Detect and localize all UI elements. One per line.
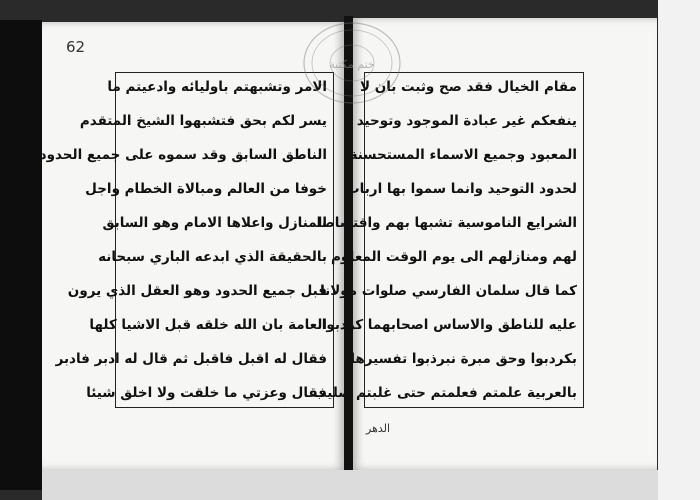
- right-text-frame: [312, 72, 584, 408]
- text-line: الناطق السابق وقد سموه على جميع الحدود: [39, 147, 327, 163]
- text-line: الشرايع الناموسية تشبها بهم واقتصاصا: [316, 215, 577, 231]
- seal-text: ختم مكتبة: [329, 58, 375, 71]
- text-line: ينفعكم غير عبادة الموجود وتوحيد: [356, 113, 577, 129]
- text-line: يسر لكم بحق فتشبهوا الشيخ المتقدم: [79, 113, 327, 129]
- text-line: المنازل واعلاها الامام وهو السابق: [102, 215, 327, 231]
- text-line: خوفا من العالم ومبالاة الخطام واجل: [85, 181, 327, 197]
- catchword: الدهر: [366, 422, 391, 435]
- text-line: العامة بان الله خلقه قبل الاشيا كلها: [89, 317, 327, 333]
- left-text-frame: [39, 72, 334, 408]
- right-text-block: [312, 79, 577, 401]
- text-line: الامر وتشبهتم باوليائه وادعيتم ما: [107, 79, 327, 95]
- text-line: فقال له اقبل فاقبل ثم قال له ادبر فادبر: [55, 351, 327, 367]
- text-line: قبل جميع الحدود وهو العقل الذي يرون: [67, 283, 327, 299]
- scan-bottom-margin: [42, 470, 658, 500]
- book-edge: [0, 20, 42, 490]
- text-line: المعبود وجميع الاسماء المستحسنة: [349, 147, 577, 163]
- text-line: لحدود التوحيد وانما سموا بها ارباب: [346, 181, 577, 197]
- scan-margin: [658, 0, 700, 500]
- library-seal: [298, 18, 406, 108]
- text-line: بالعربية علمتم فعلمتم حتى غلبتم صليب: [312, 385, 577, 401]
- text-line: كما قال سلمان الفارسي صلوات مولانا: [320, 283, 577, 299]
- text-line: فقال وعزتي ما خلقت ولا اخلق شيئا: [86, 385, 327, 401]
- text-line: لهم ومنازلهم الى يوم الوقت المعلوم: [330, 249, 577, 265]
- left-text-block: [39, 79, 327, 401]
- text-line: مقام الخيال فقد صح وثبت بان لا: [359, 79, 577, 95]
- folio-number: 62: [66, 38, 86, 56]
- text-line: بكردبوا وحق مبرة نبرذبوا تفسيرها: [350, 351, 577, 367]
- text-line: بالحقيقة الذي ابدعه الباري سبحانه: [98, 249, 327, 265]
- text-line: عليه للناطق والاساس اصحابهما كردبوا: [321, 317, 577, 333]
